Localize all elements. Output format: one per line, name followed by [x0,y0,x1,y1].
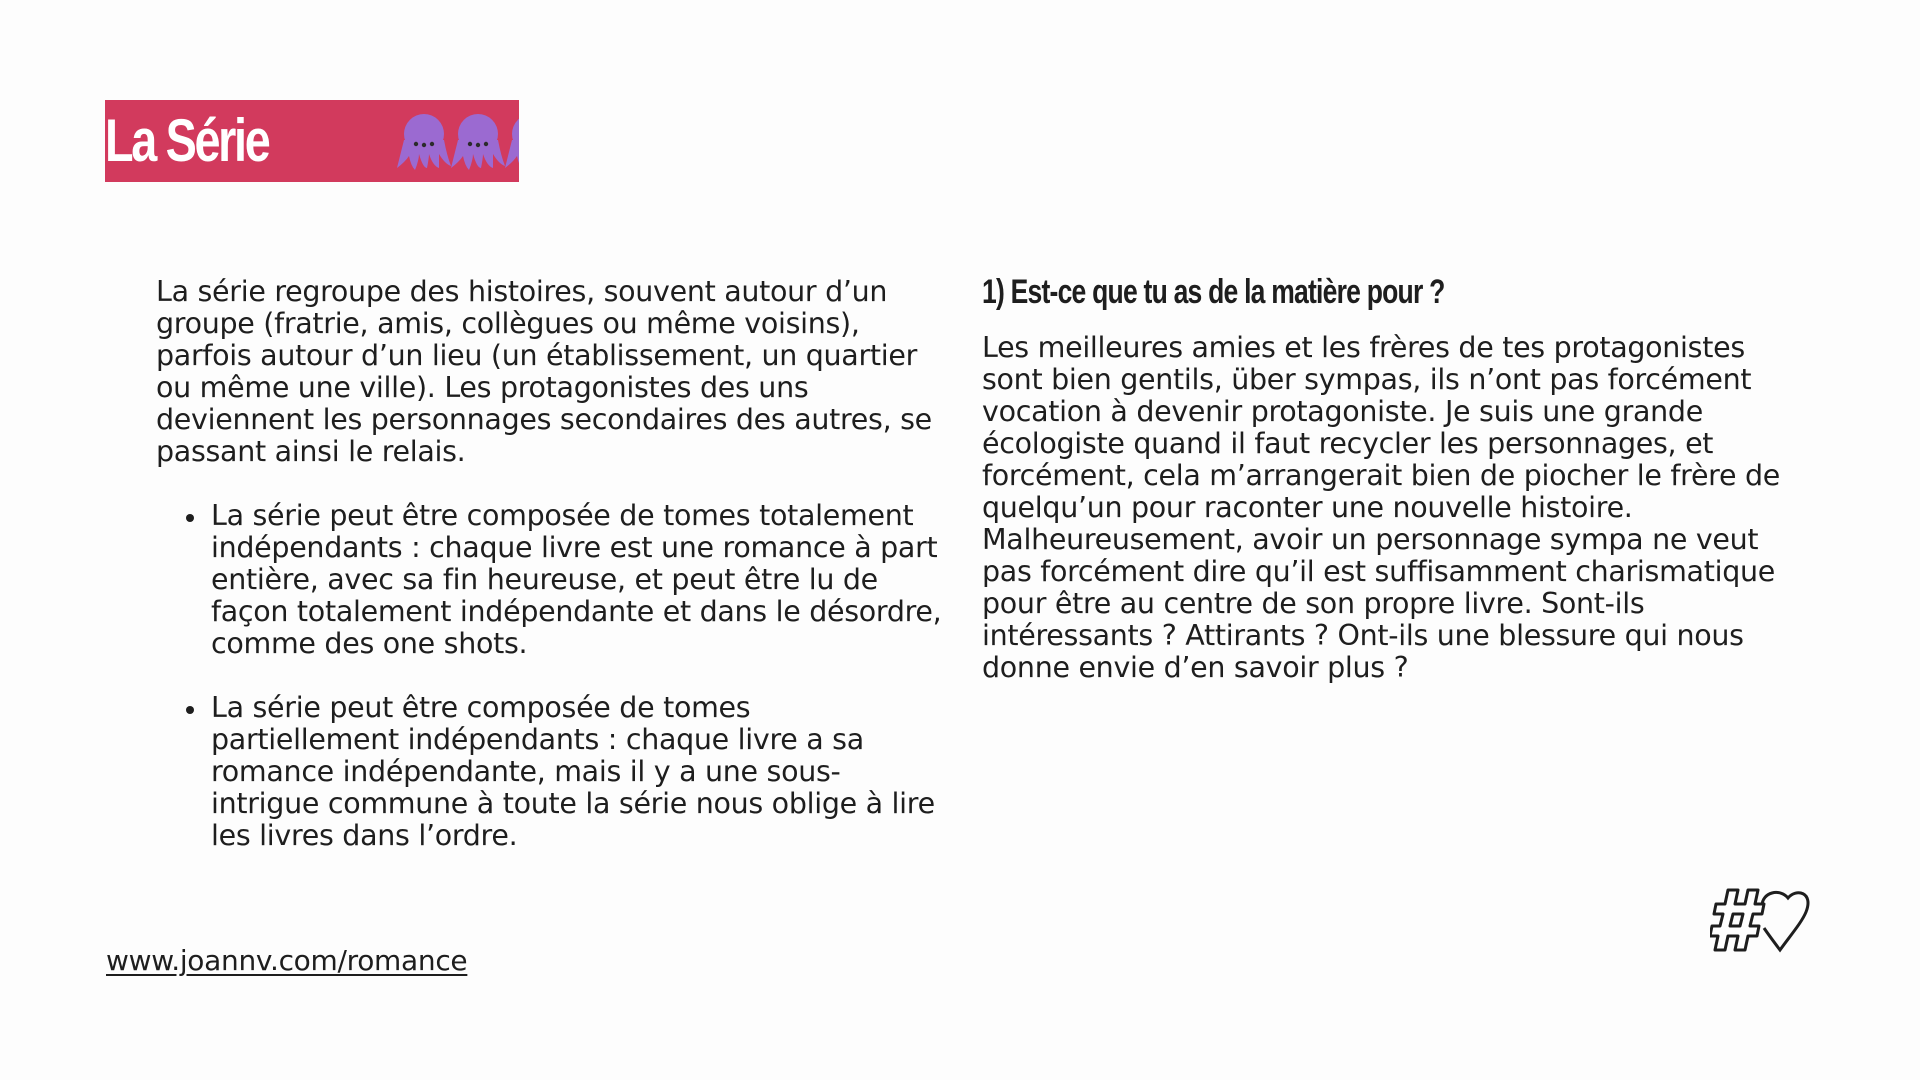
list-item: La série peut être composée de tomes partiellement indépendants : chaque livre a sa romance indépendante, mais il y a une sous-intrigue commune à toute la série nous oblige à lire les livres dans l’ordre. [211,692,946,852]
section-body: Les meilleures amies et les frères de tes protagonistes sont bien gentils, über sympas, ils n’ont pas forcément vocation à devenir protagoniste. Je suis une grande écologiste quand il faut recycler les personnages, et forcément, cela m’arrangerait bien de piocher le frère de quelqu’un pour raconter une nouvelle histoire. Malheureusement, avoir un personnage sympa ne veut pas forcément dire qu’il est suffisamment charismatique pour être au centre de son propre livre. Sont-ils intéressants ? Attirants ? Ont-ils une blessure qui nous donne envie d’en savoir plus ? [982,331,1780,684]
octopus-icon [503,110,519,174]
right-column [982,272,1782,684]
octopus-icon [395,110,453,174]
title-banner [105,100,519,182]
list-item: La série peut être composée de tomes totalement indépendants : chaque livre est une romance à part entière, avec sa fin heureuse, et peut être lu de façon totalement indépendante et dans le désordre, comme des one shots. [211,500,946,660]
octopus-icon [449,110,507,174]
bullet-list [156,500,946,852]
section-heading: 1) Est-ce que tu as de la matière pour ? [982,273,1445,311]
page-title: La Série [105,107,269,174]
hashtag-heart-logo [1710,884,1810,964]
left-column [156,276,946,884]
website-link[interactable]: www.joannv.com/romance [106,944,468,977]
octopus-row [395,110,519,174]
intro-paragraph: La série regroupe des histoires, souvent autour d’un groupe (fratrie, amis, collègues ou même voisins), parfois autour d’un lieu (un établissement, un quartier ou même une ville). Les protagonistes des uns deviennent les personnages secondaires des autres, se passant ainsi le relais. [156,275,932,468]
